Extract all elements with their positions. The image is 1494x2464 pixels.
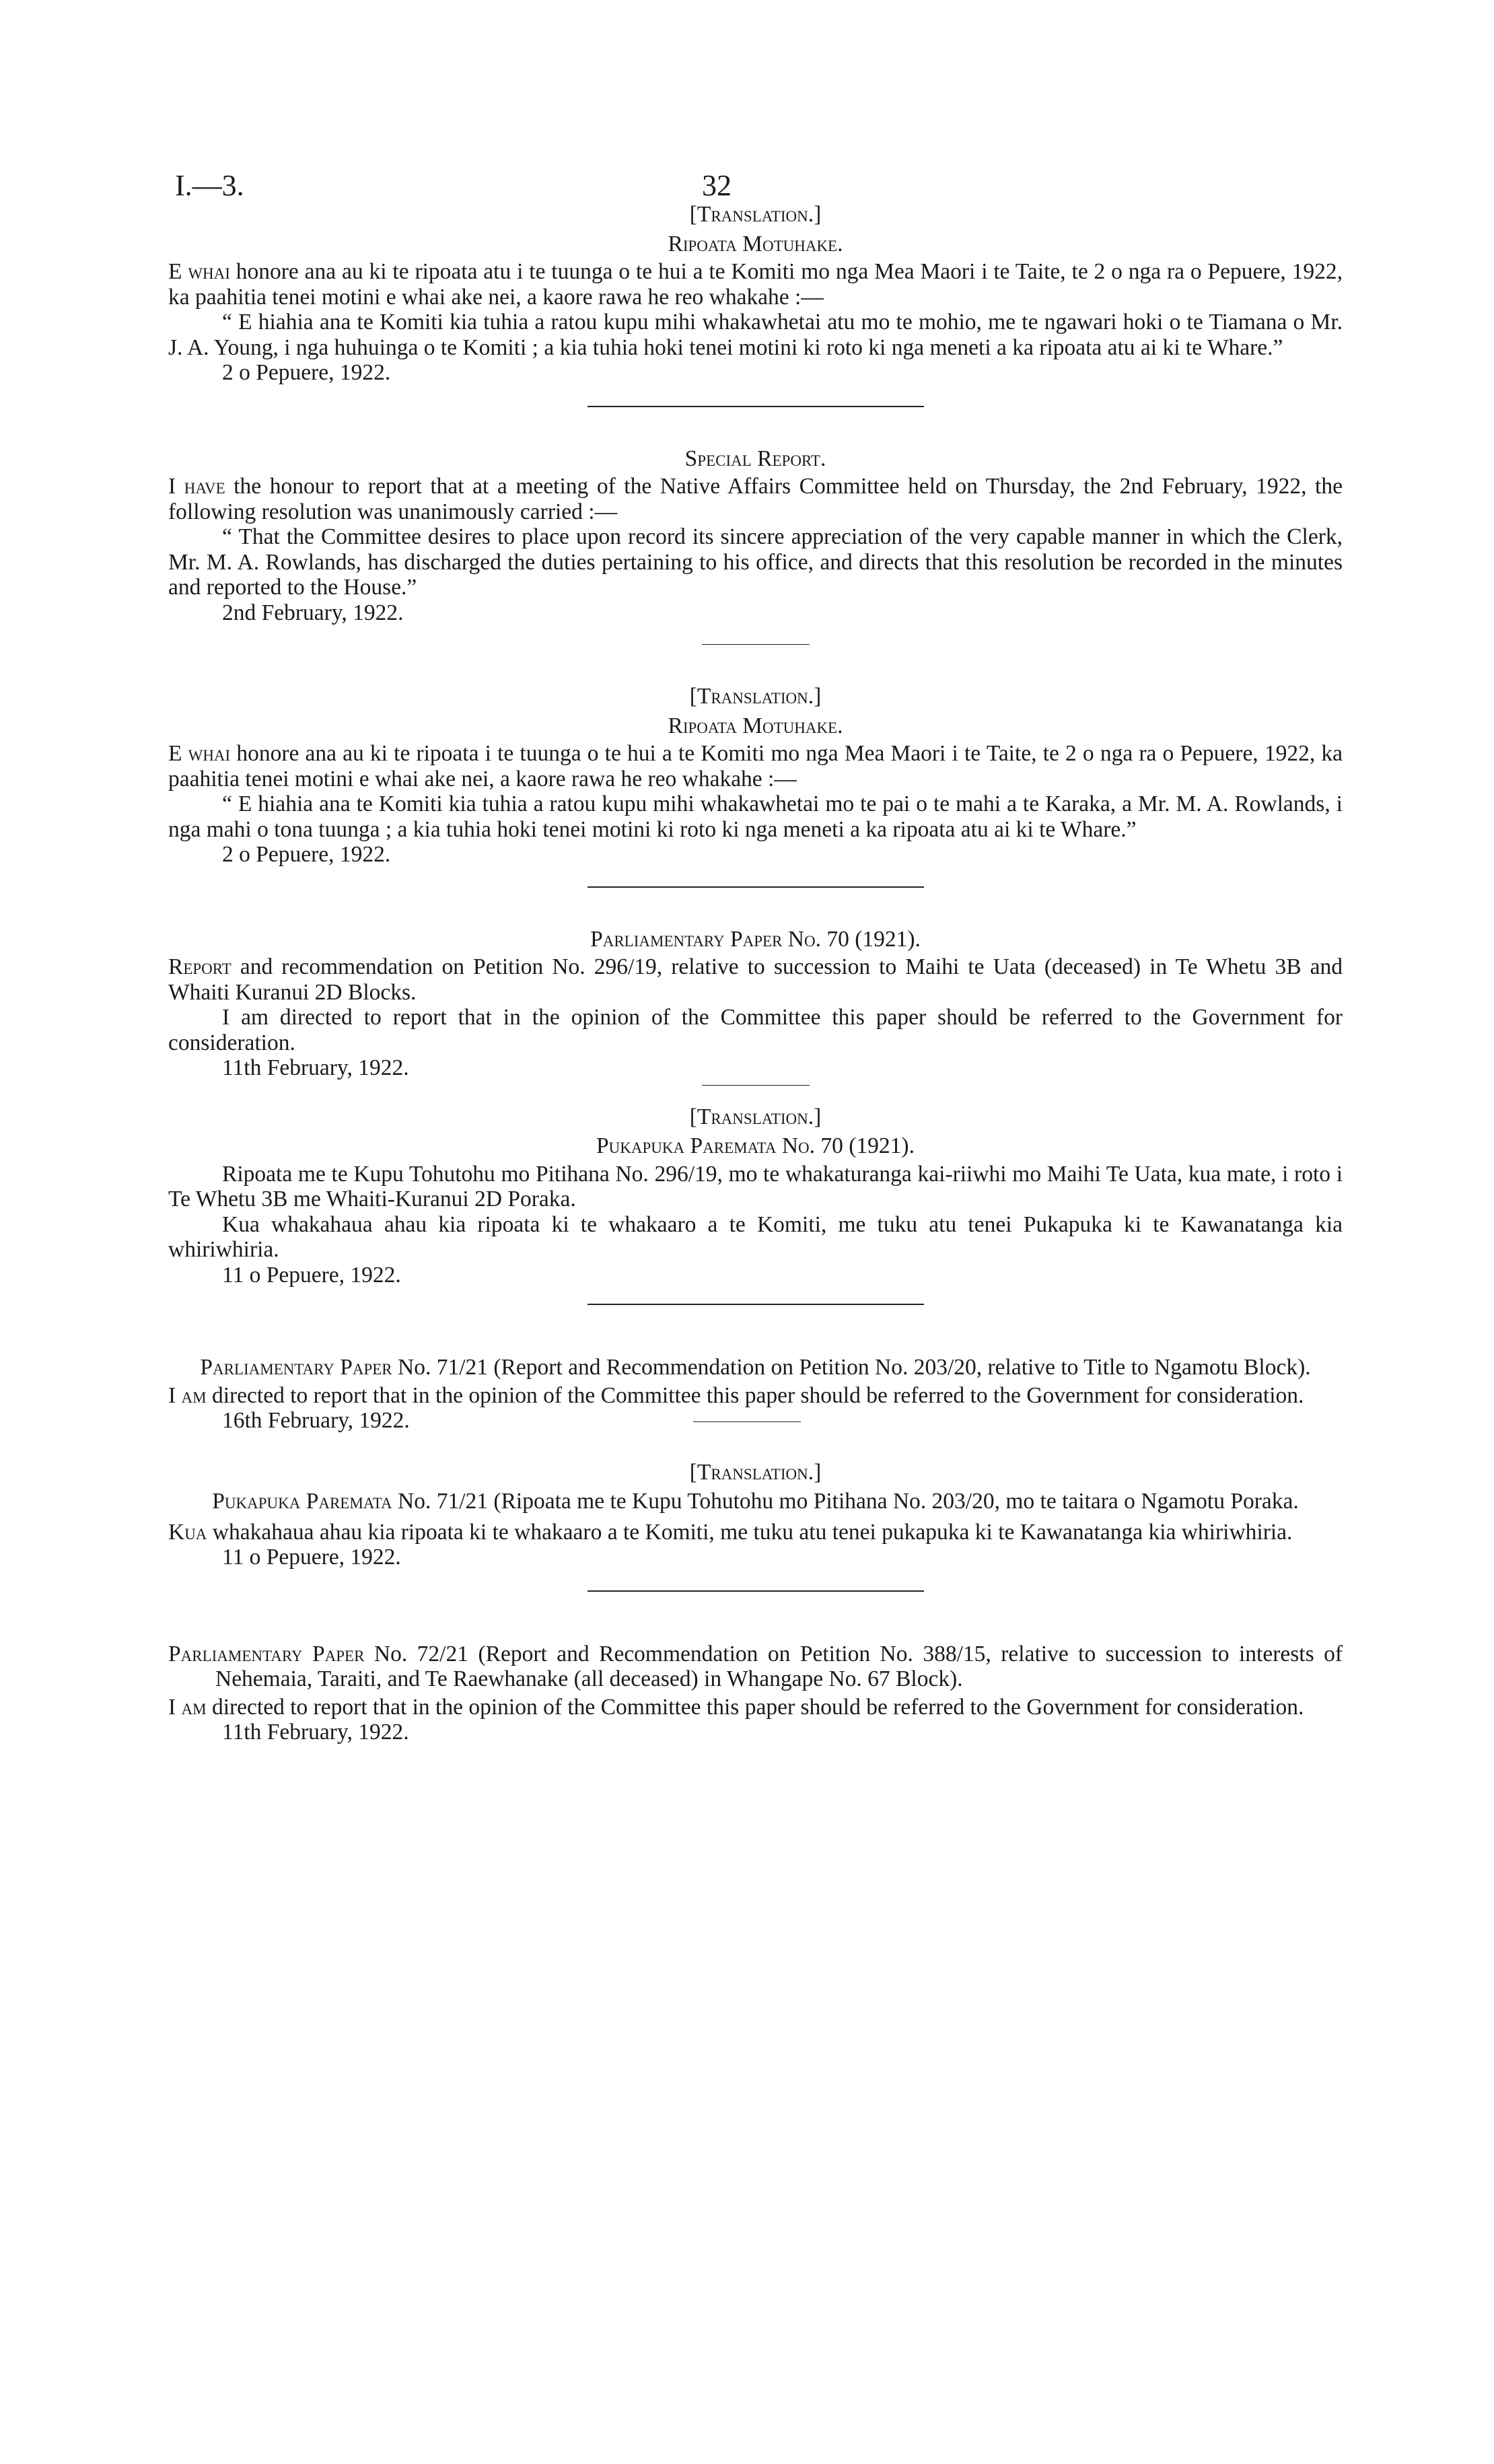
section-date: 2 o Pepuere, 1922. <box>222 360 391 385</box>
section-title: Pukapuka Paremata No. 70 (1921). <box>596 1133 915 1158</box>
section-special-report <box>168 446 1343 626</box>
title-lead: Pukapuka Paremata <box>212 1489 392 1514</box>
section-translation-2 <box>168 684 1343 868</box>
translation-label: [Translation.] <box>689 684 822 709</box>
translation-label: [Translation.] <box>689 1459 822 1485</box>
section-translation-4 <box>168 1460 1343 1570</box>
section-paragraph <box>168 1383 1343 1409</box>
section-paragraph: Kua whakahaua ahau kia ripoata ki te whakaaro a te Komiti, me tuku atu tenei Pukapuka ki te Kawanatanga kia whiriwhiria. <box>168 1211 1343 1262</box>
section-title: Special Report. <box>684 446 826 471</box>
section-title <box>168 1489 1343 1514</box>
section-date: 2 o Pepuere, 1922. <box>222 842 391 867</box>
title-text: No. 72/21 (Report and Recommendation on Petition No. 388/15, relative to succession to interests of Nehemaia, Taraiti, and Te Raewhanake (all deceased) in Whangape No. 67 Block). <box>215 1641 1343 1691</box>
section-title: Ripoata Motuhake. <box>668 231 843 256</box>
section-date: 11th February, 1922. <box>222 1720 409 1745</box>
section-date: 11th February, 1922. <box>222 1055 409 1080</box>
section-title: Parliamentary Paper No. 70 (1921). <box>590 926 921 952</box>
section-paragraph <box>168 259 1343 310</box>
section-divider <box>588 406 924 407</box>
section-date: 16th February, 1922. <box>222 1408 410 1433</box>
quoted-resolution: “ That the Committee desires to place upon record its sincere appreciation of the very capable manner in which the Clerk, Mr. M. A. Rowlands, has discharged the duties pertaining to his office, and directs that this resolution be recorded in the minutes and reported to the House.” <box>168 524 1343 600</box>
section-paragraph <box>168 1695 1343 1720</box>
paragraph-text: directed to report that in the opinion of the Committee this paper should be referred to the Government for consideration. <box>206 1694 1304 1720</box>
section-paragraph: I am directed to report that in the opinion of the Committee this paper should be referred to the Government for consideration. <box>168 1005 1343 1055</box>
section-title <box>168 1355 1343 1380</box>
section-title: Ripoata Motuhake. <box>668 713 843 738</box>
title-text: No. 71/21 (Report and Recommendation on Petition No. 203/20, relative to Title to Ngamotu Block). <box>392 1355 1311 1380</box>
section-paragraph: Ripoata me te Kupu Tohutohu mo Pitihana No. 296/19, mo te whakaturanga kai-riiwhi mo Maihi Te Uata, kua mate, i roto i Te Whetu 3B me Whaiti-Kuranui 2D Poraka. <box>168 1161 1343 1211</box>
paragraph-lead: I have <box>168 474 225 499</box>
section-paragraph <box>168 954 1343 1005</box>
page-header <box>168 0 1343 202</box>
section-divider <box>702 1085 810 1086</box>
paragraph-lead: I am <box>168 1694 207 1720</box>
section-divider <box>588 886 924 888</box>
section-translation-3 <box>168 1104 1343 1288</box>
title-text: No. 71/21 (Ripoata me te Kupu Tohutohu mo Pitihana No. 203/20, mo te taitara o Ngamotu Poraka. <box>392 1489 1299 1514</box>
translation-label: [Translation.] <box>689 202 822 227</box>
section-divider <box>693 1421 801 1422</box>
section-divider <box>702 644 810 645</box>
document-identifier: I.—3. <box>175 169 244 202</box>
section-translation-1 <box>168 202 1343 386</box>
paragraph-text: whakahaua ahau kia ripoata ki te whakaaro a te Komiti, me tuku atu tenei pukapuka ki te Kawanatanga kia whiriwhiria. <box>207 1519 1293 1545</box>
paragraph-text: directed to report that in the opinion of the Committee this paper should be referred to the Government for consideration. <box>206 1382 1304 1408</box>
quoted-resolution: “ E hiahia ana te Komiti kia tuhia a ratou kupu mihi whakawhetai atu mo te mohio, me te ngawari hoki o te Tiamana o Mr. J. A. Young, i nga huhuinga o te Komiti ; a kia tuhia hoki tenei motini ki roto ki nga meneti a ka ripoata atu ai ki te Whare.” <box>168 310 1343 360</box>
title-lead: Parliamentary Paper <box>168 1641 365 1666</box>
paragraph-text: and recommendation on Petition No. 296/19, relative to succession to Maihi te Uata (deceased) in Te Whetu 3B and Whaiti Kuranui 2D Blocks. <box>168 954 1343 1005</box>
document-body <box>168 202 1343 1745</box>
paragraph-text: honore ana au ki te ripoata atu i te tuunga o te hui a te Komiti mo nga Mea Maori i te Taite, te 2 o nga ra o Pepuere, 1922, ka paahitia tenei motini e whai ake nei, a kaore rawa he reo whakahe :— <box>168 259 1343 310</box>
section-paragraph <box>168 741 1343 791</box>
section-paper-72 <box>168 1642 1343 1745</box>
title-lead: Parliamentary Paper <box>200 1355 392 1380</box>
section-date: 11 o Pepuere, 1922. <box>222 1545 401 1570</box>
section-paragraph <box>168 1520 1343 1545</box>
paragraph-lead: Report <box>168 954 232 979</box>
section-title <box>168 1642 1343 1692</box>
paragraph-text: the honour to report that at a meeting of the Native Affairs Committee held on Thursday, the 2nd February, 1922, the following resolution was unanimously carried :— <box>168 474 1343 524</box>
paragraph-lead: E whai <box>168 741 231 766</box>
section-divider <box>588 1304 924 1305</box>
document-page <box>168 0 1343 1745</box>
paragraph-text: honore ana au ki te ripoata i te tuunga o te hui a te Komiti mo nga Mea Maori i te Taite, te 2 o nga ra o Pepuere, 1922, ka paahitia tenei motini e whai ake nei, a kaore rawa he reo whakahe :— <box>168 741 1343 791</box>
section-paragraph <box>168 474 1343 524</box>
quoted-resolution: “ E hiahia ana te Komiti kia tuhia a ratou kupu mihi whakawhetai mo te pai o te mahi a te Karaka, a Mr. M. A. Rowlands, i nga mahi o tona tuunga ; a kia tuhia hoki tenei motini ki roto ki nga meneti a ka ripoata atu ai ki te Whare.” <box>168 791 1343 842</box>
translation-label: [Translation.] <box>689 1104 822 1129</box>
page-number: 32 <box>702 169 732 202</box>
section-divider <box>588 1590 924 1592</box>
section-date: 11 o Pepuere, 1922. <box>222 1262 401 1288</box>
paragraph-lead: E whai <box>168 259 230 284</box>
paragraph-lead: I am <box>168 1382 207 1408</box>
paragraph-lead: Kua <box>168 1519 207 1545</box>
section-paper-70 <box>168 927 1343 1081</box>
section-date: 2nd February, 1922. <box>222 600 404 625</box>
